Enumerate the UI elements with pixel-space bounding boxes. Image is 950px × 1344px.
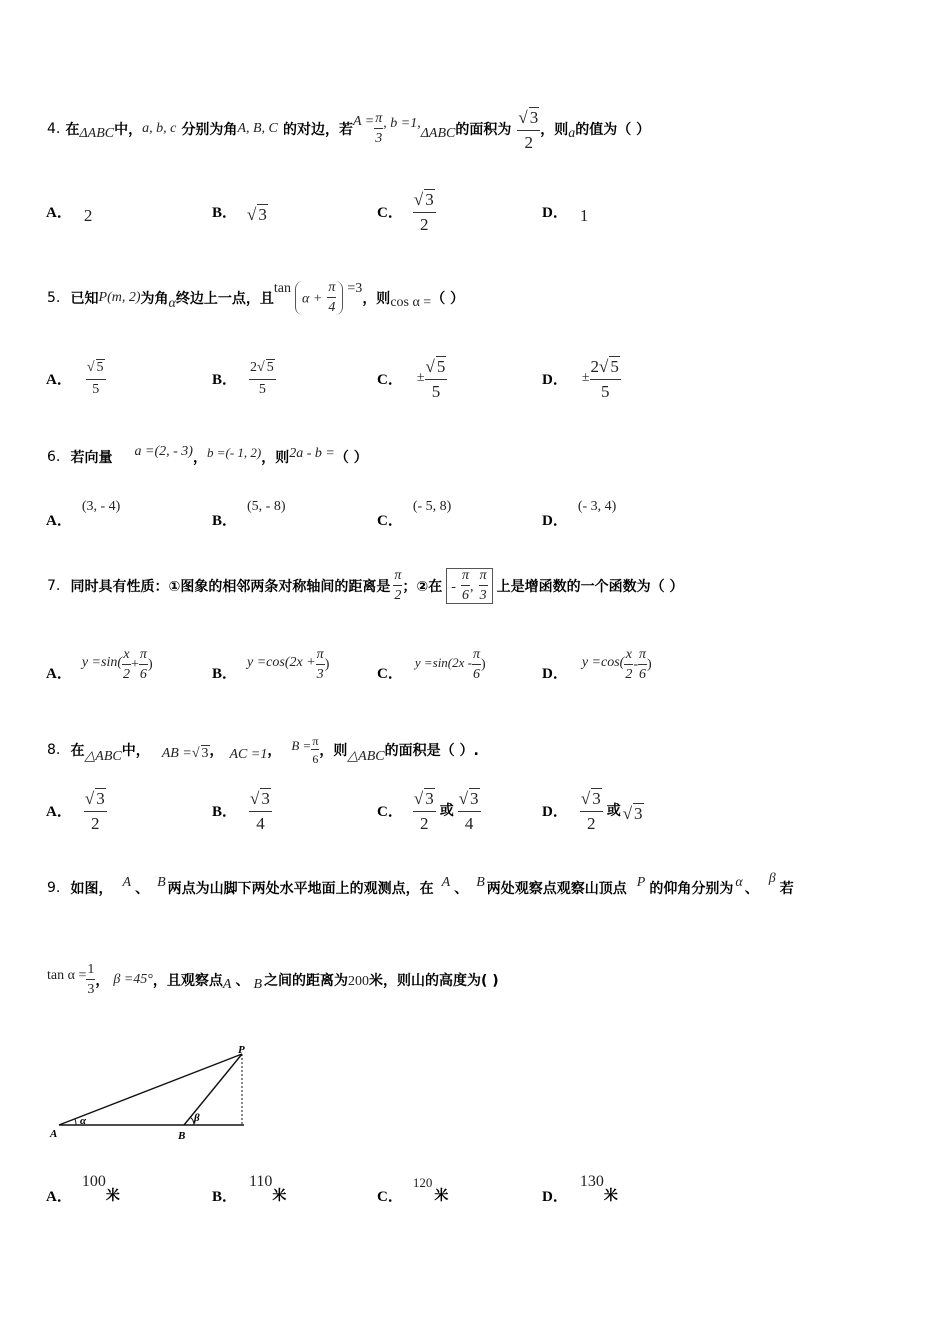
question-7: 7. 同时具有性质：①图象的相邻两条对称轴间的距离是 $\frac{\pi}{2}$ ；②在 - $\frac{\pi}{6}$ , $\frac{\pi}{3}$ 上是增函数的一个函数为（ ） (47, 568, 684, 603)
mountain-observation-figure (44, 1040, 256, 1144)
interval: - $\frac{\pi}{6}$ , $\frac{\pi}{3}$ (446, 568, 492, 604)
option-c[interactable]: C． (- 5, 8) (377, 499, 452, 529)
option-d[interactable]: D． ± $\frac{2√ 5}{5}$ (542, 357, 619, 401)
question-number: 6. (47, 449, 61, 465)
option-a[interactable]: A． $\frac{√ 3}{2}$ (46, 789, 105, 833)
question-8: 8. 在 △ABC 中， AB = √ 3 ， AC =1 ， B = $\frac{\pi}{6}$ ，则 △ABC 的面积是（ ）. (47, 734, 479, 766)
option-c[interactable]: C． ± $\frac{√ 5}{5}$ (377, 357, 446, 401)
fig-label-a: A (50, 1128, 58, 1140)
question-number: 7. (47, 578, 61, 594)
option-a[interactable]: A． $\frac{√ 5}{5}$ (46, 360, 104, 397)
q4-options (46, 186, 906, 236)
line-ap (59, 1054, 242, 1125)
q8-options (46, 784, 906, 836)
option-a[interactable]: A． 2 (46, 204, 93, 225)
question-number: 5. (47, 290, 61, 306)
question-9-line-2: tan α = $\frac{1}{3}$ ， β =45° ，且观察点 A 、 B 之间的距离为 200 米，则山的高度为( ) (47, 962, 499, 997)
fig-label-beta: β (194, 1112, 200, 1124)
option-c[interactable]: C． $\frac{√ 3}{2}$ (377, 190, 434, 234)
question-5: 5. 已知 P(m, 2) 为角 α 终边上一点，且 tan α + $\frac{\pi}{4}$ =3 ，则 cos α = （ ） (47, 280, 465, 315)
option-a[interactable]: A． y =sin( $\frac{x}{2}$ + $\frac{\pi}{6}$ ) (46, 647, 153, 682)
option-c[interactable]: C． $\frac{√ 3}{2}$ 或 $\frac{√ 3}{4}$ (377, 789, 479, 833)
alpha-arc (75, 1119, 76, 1125)
fraction-sqrt3-over-2: $\frac{√ 3}{2}$ (518, 108, 539, 152)
option-d[interactable]: D． (- 3, 4) (542, 499, 617, 529)
option-b[interactable]: B． 110 米 (212, 1173, 287, 1205)
option-b[interactable]: B． (5, - 8) (212, 499, 286, 529)
option-d[interactable]: D． 130 米 (542, 1173, 618, 1205)
q9-options (46, 1168, 906, 1208)
fig-label-p: P (238, 1044, 245, 1056)
q5-options (46, 352, 906, 404)
question-number: 9. (47, 880, 61, 896)
question-number: 8. (47, 742, 61, 758)
option-a[interactable]: A． (3, - 4) (46, 499, 121, 529)
option-b[interactable]: B． $\frac{√ 3}{4}$ (212, 789, 270, 833)
option-b[interactable]: B． √ 3 (212, 204, 267, 224)
option-b[interactable]: B． y =cos(2x + $\frac{\pi}{3}$ ) (212, 647, 330, 682)
option-c[interactable]: C． 120 米 (377, 1175, 449, 1205)
option-b[interactable]: B． $\frac{2√ 5}{5}$ (212, 360, 274, 397)
q6-options (46, 494, 906, 530)
option-d[interactable]: D． 1 (542, 204, 589, 225)
question-number: 4. (47, 121, 61, 137)
question-4: 4. 在 ΔABC 中， a, b, c 分别为角 A, B, C 的对边，若 A = $\frac{\pi}{3}$ , b =1, ΔABC 的面积为 $\frac{√ 3}{2}$ ，则 a 的值为（ ） (47, 108, 651, 152)
option-d[interactable]: D． y =cos( $\frac{x}{2}$ - $\frac{\pi}{6}$ ) (542, 647, 652, 682)
q7-options (46, 640, 906, 690)
fraction-pi-over-3: $\frac{\pi}{3}$ (375, 111, 383, 146)
fig-label-alpha: α (80, 1115, 87, 1127)
fig-label-b: B (178, 1130, 186, 1142)
option-c[interactable]: C． y =sin(2x - $\frac{\pi}{6}$ ) (377, 647, 486, 682)
question-6: 6. 若向量 a =(2, - 3) ， b =(- 1, 2) ，则 2a - b = （ ） (47, 444, 368, 466)
option-d[interactable]: D． $\frac{√ 3}{2}$ 或 √ 3 (542, 789, 643, 833)
option-a[interactable]: A． 100 米 (46, 1173, 120, 1205)
question-9: 9. 如图， A 、 B 两点为山脚下两处水平地面上的观测点，在 A 、 B 两处观察点观察山顶点 P 的仰角分别为 α 、 β 若 (47, 871, 794, 897)
